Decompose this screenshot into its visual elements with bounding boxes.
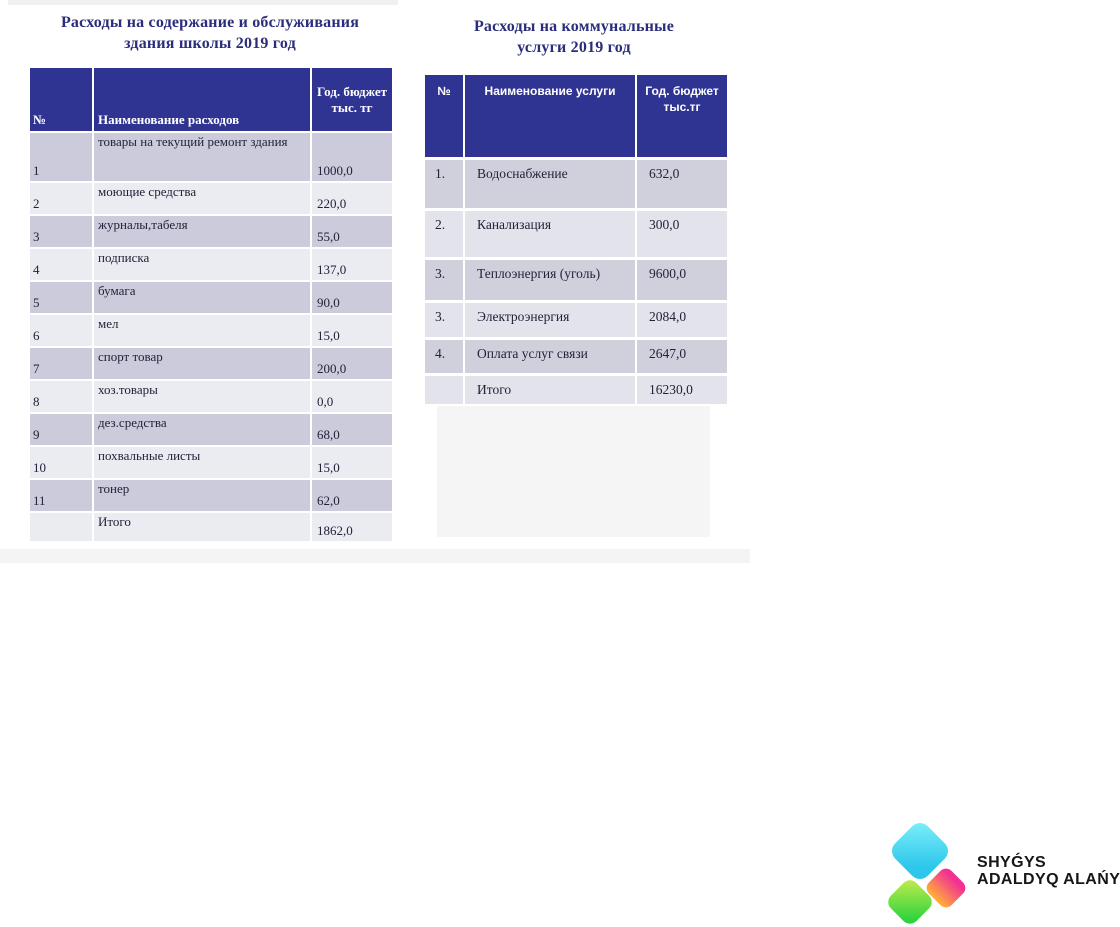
right-title-line2: услуги 2019 год — [517, 39, 631, 56]
row-number: 3. — [425, 303, 463, 337]
service-value: 632,0 — [637, 160, 727, 208]
service-value: 9600,0 — [637, 260, 727, 300]
expense-name: спорт товар — [94, 348, 310, 379]
total-label: Итого — [465, 376, 635, 404]
table-row — [30, 480, 388, 511]
row-number: 6 — [30, 315, 92, 346]
expense-value: 15,0 — [312, 315, 392, 346]
left-title-line1: Расходы на содержание и обслуживания — [60, 14, 360, 31]
header-cell-name: Наименование расходов — [94, 68, 310, 131]
table-row — [30, 414, 388, 445]
right-table-title — [420, 16, 728, 58]
service-value: 2647,0 — [637, 340, 727, 373]
expense-value: 220,0 — [312, 183, 392, 214]
total-value: 16230,0 — [637, 376, 727, 404]
expense-name: похвальные листы — [94, 447, 310, 478]
table-row — [30, 447, 388, 478]
expense-name: мел — [94, 315, 310, 346]
logo-line2: ADALDYQ ALAŃY — [977, 871, 1120, 888]
expense-name: журналы,табеля — [94, 216, 310, 247]
table-row — [30, 216, 388, 247]
expense-value: 90,0 — [312, 282, 392, 313]
service-name: Водоснабжение — [465, 160, 635, 208]
expense-value: 1000,0 — [312, 133, 392, 181]
header-cell-name: Наименование услуги — [465, 75, 635, 157]
expense-value: 68,0 — [312, 414, 392, 445]
table-header-row — [425, 75, 723, 157]
right-title-line1: Расходы на коммунальные — [473, 18, 675, 35]
table-row — [30, 249, 388, 280]
expense-value: 62,0 — [312, 480, 392, 511]
expense-value: 55,0 — [312, 216, 392, 247]
bottom-edge-strip — [0, 549, 750, 563]
expense-name: товары на текущий ремонт здания — [94, 133, 310, 181]
row-number — [425, 376, 463, 404]
row-number: 8 — [30, 381, 92, 412]
row-number: 1 — [30, 133, 92, 181]
row-number — [30, 513, 92, 541]
table-header-row — [30, 68, 388, 131]
left-table-title — [18, 12, 402, 54]
row-number: 2. — [425, 211, 463, 257]
table-row — [425, 211, 723, 257]
row-number: 2 — [30, 183, 92, 214]
row-number: 5 — [30, 282, 92, 313]
table-row — [30, 348, 388, 379]
service-name: Канализация — [465, 211, 635, 257]
top-edge-strip — [8, 0, 398, 5]
header-cell-budget: Год. бюджет тыс. тг — [312, 68, 392, 131]
row-number: 3. — [425, 260, 463, 300]
row-number: 4. — [425, 340, 463, 373]
row-number: 3 — [30, 216, 92, 247]
total-label: Итого — [94, 513, 310, 541]
service-name: Оплата услуг связи — [465, 340, 635, 373]
row-number: 9 — [30, 414, 92, 445]
row-number: 4 — [30, 249, 92, 280]
header-cell-number: № — [30, 68, 92, 131]
table-row — [425, 303, 723, 337]
expenses-table — [30, 68, 388, 543]
header-cell-number: № — [425, 75, 463, 157]
utilities-table — [425, 75, 723, 407]
expense-value: 200,0 — [312, 348, 392, 379]
header-cell-budget: Год. бюджет тыс.тг — [637, 75, 727, 157]
table-row — [30, 133, 388, 181]
left-title-line2: здания школы 2019 год — [124, 35, 296, 52]
table-row — [30, 315, 388, 346]
table-total-row — [30, 513, 388, 541]
expense-name: моющие средства — [94, 183, 310, 214]
expense-name: бумага — [94, 282, 310, 313]
table-row — [30, 381, 388, 412]
row-number: 1. — [425, 160, 463, 208]
service-value: 2084,0 — [637, 303, 727, 337]
expense-name: хоз.товары — [94, 381, 310, 412]
table-total-row — [425, 376, 723, 404]
service-name: Теплоэнергия (уголь) — [465, 260, 635, 300]
logo-block — [437, 406, 1120, 888]
expense-value: 0,0 — [312, 381, 392, 412]
table-row — [425, 260, 723, 300]
expense-value: 15,0 — [312, 447, 392, 478]
expense-name: подписка — [94, 249, 310, 280]
service-value: 300,0 — [637, 211, 727, 257]
table-row — [30, 282, 388, 313]
row-number: 7 — [30, 348, 92, 379]
table-row — [425, 340, 723, 373]
expense-value: 137,0 — [312, 249, 392, 280]
expense-name: тонер — [94, 480, 310, 511]
service-name: Электроэнергия — [465, 303, 635, 337]
table-row — [30, 183, 388, 214]
row-number: 10 — [30, 447, 92, 478]
expense-name: дез.средства — [94, 414, 310, 445]
logo-line1: SHYǴYS — [977, 854, 1047, 871]
total-value: 1862,0 — [312, 513, 392, 541]
logo-wordmark — [977, 854, 1120, 888]
row-number: 11 — [30, 480, 92, 511]
table-row — [425, 160, 723, 208]
